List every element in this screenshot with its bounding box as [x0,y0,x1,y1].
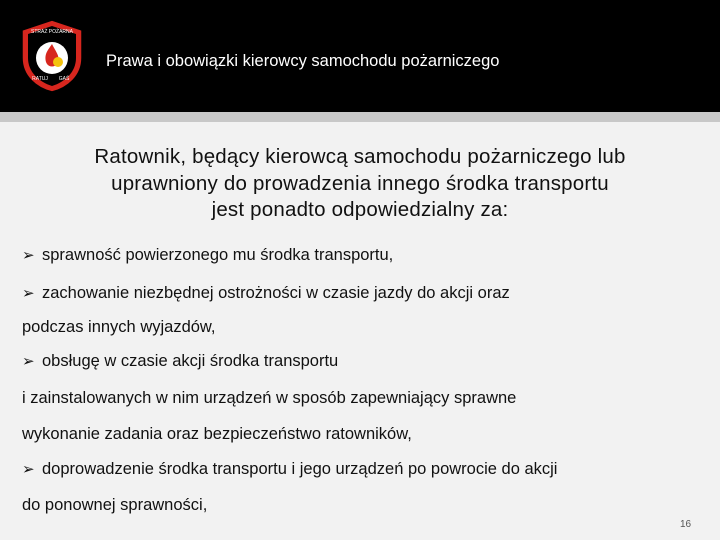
logo-text-bottom-right: GAŚ [58,76,70,82]
list-item [22,284,510,303]
fire-brigade-logo [18,18,86,94]
list-item-text: obsługę w czasie akcji środka transportu [42,352,339,370]
header-divider-band [0,112,720,122]
logo-text-bottom-left: RATUJ [32,76,48,82]
list-item-text: zachowanie niezbędnej ostrożności w czasie jazdy do akcji oraz [42,284,510,302]
list-item-text: podczas innych wyjazdów, [22,318,216,336]
arrowhead-bullet-icon: ➢ [22,246,35,264]
list-item [22,425,412,444]
list-item-text: sprawność powierzonego mu środka transportu, [42,246,394,264]
list-item [22,246,393,265]
arrowhead-bullet-icon: ➢ [22,352,35,370]
arrowhead-bullet-icon: ➢ [22,284,35,302]
arrowhead-bullet-icon: ➢ [22,460,35,478]
list-item [22,389,516,408]
logo-text-top: STRAŻ POŻARNA [31,29,73,35]
list-item [22,352,338,371]
slide-heading [20,144,700,224]
list-item-text: do ponownej sprawności, [22,496,208,514]
heading-line-1: Ratownik, będący kierowcą samochodu pożarniczego lub [94,145,626,168]
list-item-text: wykonanie zadania oraz bezpieczeństwo ratowników, [22,425,412,443]
page-title: Prawa i obowiązki kierowcy samochodu pożarniczego [106,52,500,70]
list-item [22,460,557,479]
page-number: 16 [680,519,692,530]
list-item [22,318,216,337]
list-item-text: doprowadzenie środka transportu i jego urządzeń po powrocie do akcji [42,460,558,478]
slide-header [0,0,720,112]
heading-line-2: uprawniony do prowadzenia innego środka transportu [111,171,609,195]
list-item [22,496,207,515]
heading-line-3: jest ponadto odpowiedzialny za: [211,198,509,221]
list-item-text: i zainstalowanych w nim urządzeń w sposób zapewniający sprawne [22,389,517,407]
